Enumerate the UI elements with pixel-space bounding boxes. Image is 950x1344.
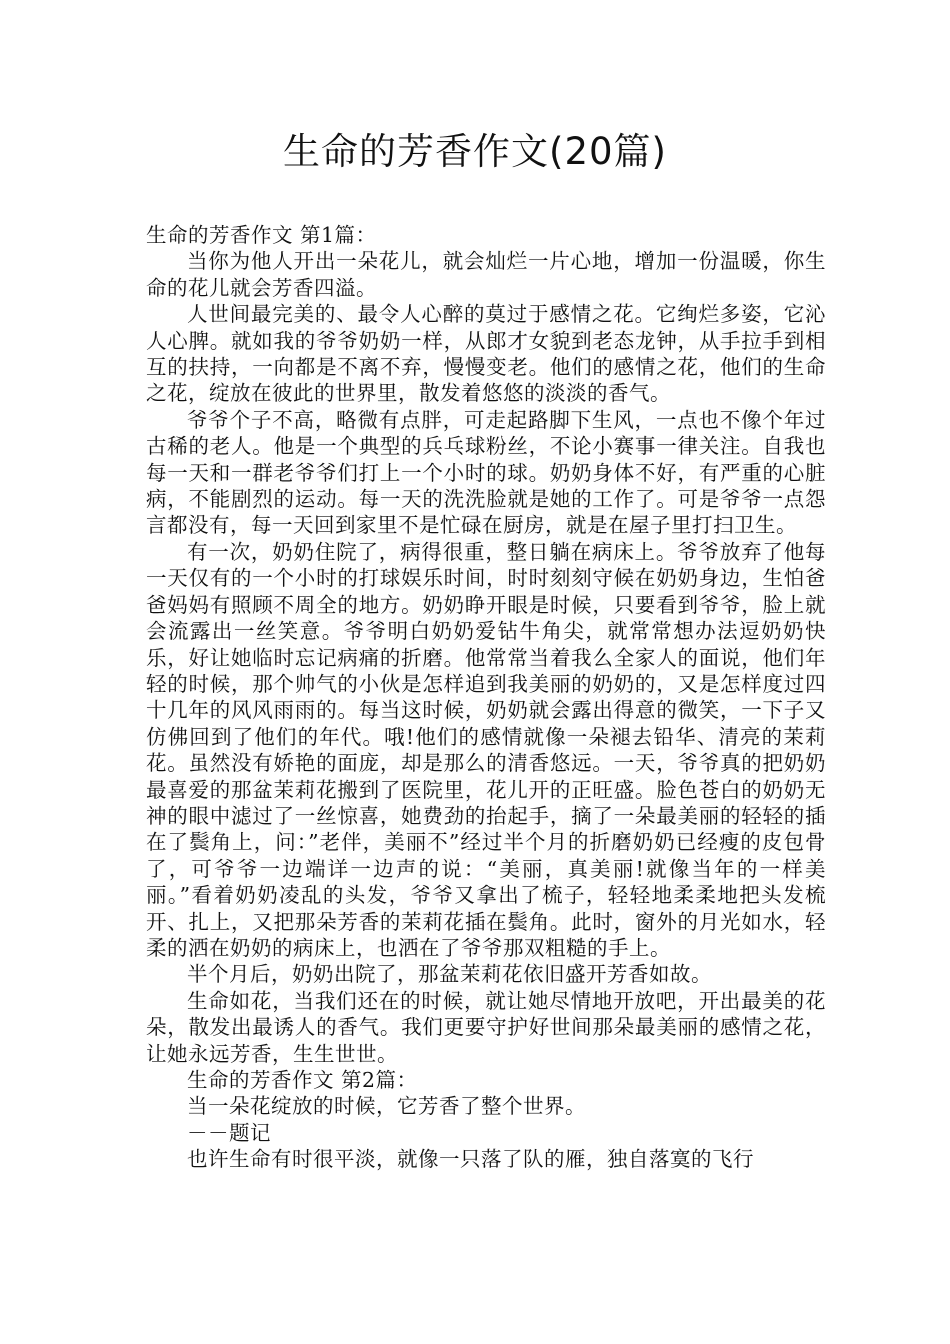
body-paragraph: 当你为他人开出一朵花儿，就会灿烂一片心地，增加一份温暖，你生命的花儿就会芳香四溢。 (146, 249, 826, 300)
body-paragraph: 爷爷个子不高，略微有点胖，可走起路脚下生风，一点也不像个年过古稀的老人。他是一个典型的兵乓球粉丝，不论小赛事一律关注。自我也每一天和一群老爷爷们打上一个小时的球。奶奶身体不好，有严重的心脏病，不能剧烈的运动。每一天的洗洗脸就是她的工作了。可是爷爷一点怨言都没有，每一天回到家里不是忙碌在厨房，就是在屋子里打扫卫生。 (146, 407, 826, 538)
body-paragraph: －－题记 (187, 1120, 271, 1145)
body-paragraph: 半个月后，奶奶出院了，那盆茉莉花依旧盛开芳香如故。 (187, 962, 712, 987)
body-paragraph: 当一朵花绽放的时候，它芳香了整个世界。 (187, 1094, 586, 1119)
body-paragraph: 生命的芳香作文 第1篇： (146, 223, 377, 247)
body-paragraph: 也许生命有时很平淡，就像一只落了队的雁，独自落寞的飞行 (187, 1147, 754, 1172)
document-title: 生命的芳香作文(20篇) (283, 130, 667, 173)
body-paragraph: 生命如花，当我们还在的时候，就让她尽情地开放吧，开出最美的花朵，散发出最诱人的香气。我们更要守护好世间那朵最美丽的感情之花，让她永远芳香，生生世世。 (146, 988, 826, 1066)
body-paragraph: 有一次，奶奶住院了，病得很重，整日躺在病床上。爷爷放弃了他每一天仅有的一个小时的打球娱乐时间，时时刻刻守候在奶奶身边，生怕爸爸妈妈有照顾不周全的地方。奶奶睁开眼是时候，只要看到爷爷，脸上就会流露出一丝笑意。爷爷明白奶奶爱钻牛角尖，就常常想办法逗奶奶快乐，好让她临时忘记病痛的折磨。他常常当着我么全家人的面说，他们年轻的时候，那个帅气的小伙是怎样追到我美丽的奶奶的，又是怎样度过四十几年的风风雨雨的。每当这时候，奶奶就会露出得意的微笑，一下子又仿佛回到了他们的年代。哦!他们的感情就像一朵褪去铅华、清亮的茉莉花。虽然没有娇艳的面庞，却是那么的清香悠远。一天，爷爷真的把奶奶最喜爱的那盆茉莉花搬到了医院里，花儿开的正旺盛。脸色苍白的奶奶无神的眼中滤过了一丝惊喜，她费劲的抬起手，摘了一朵最美丽的轻轻的插在了鬓角上，问：”老伴，美丽不”经过半个月的折磨奶奶已经瘦的皮包骨了，可爷爷一边端详一边声的说：“美丽，真美丽!就像当年的一样美丽。”看着奶奶凌乱的头发，爷爷又拿出了梳子，轻轻地柔柔地把头发梳开、扎上，又把那朵芳香的茉莉花插在鬓角。此时，窗外的月光如水，轻柔的洒在奶奶的病床上，也洒在了爷爷那双粗糙的手上。 (146, 539, 826, 960)
body-paragraph: 生命的芳香作文 第2篇： (187, 1068, 418, 1092)
document-body (146, 222, 826, 1173)
body-paragraph: 人世间最完美的、最令人心醉的莫过于感情之花。它绚烂多姿，它沁人心脾。就如我的爷爷奶奶一样，从郎才女貌到老态龙钟，从手拉手到相互的扶持，一向都是不离不弃，慢慢变老。他们的感情之花，他们的生命之花，绽放在彼此的世界里，散发着悠悠的淡淡的香气。 (146, 302, 826, 406)
